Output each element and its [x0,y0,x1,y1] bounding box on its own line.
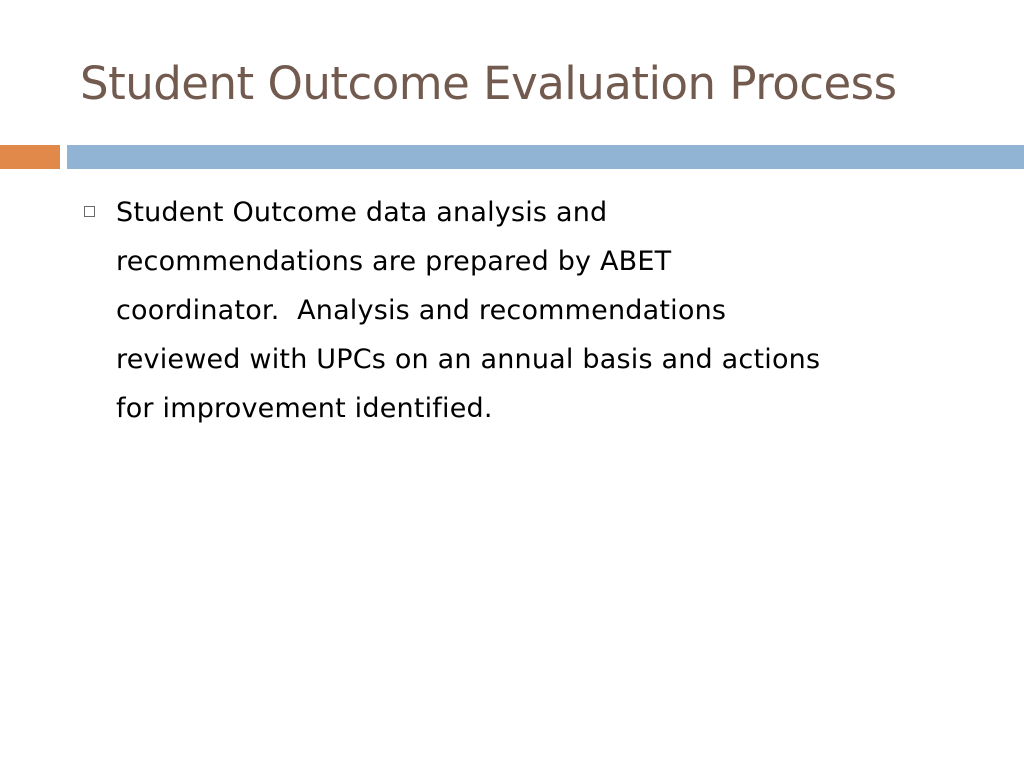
bullet-text [116,188,976,433]
accent-bar-orange [0,145,60,169]
bullet-line: reviewed with UPCs on an annual basis and actions [116,344,821,375]
accent-bar-blue [67,145,1024,169]
bullet-line: Student Outcome data analysis and [116,197,608,228]
hollow-square-bullet-icon [84,206,95,217]
bullet-list [80,188,980,433]
bullet-item [80,188,980,433]
bullet-line: coordinator. Analysis and recommendations [116,295,727,326]
slide-title: Student Outcome Evaluation Process [80,57,897,110]
bullet-line: for improvement identified. [116,393,493,424]
bullet-line: recommendations are prepared by ABET [116,246,672,277]
